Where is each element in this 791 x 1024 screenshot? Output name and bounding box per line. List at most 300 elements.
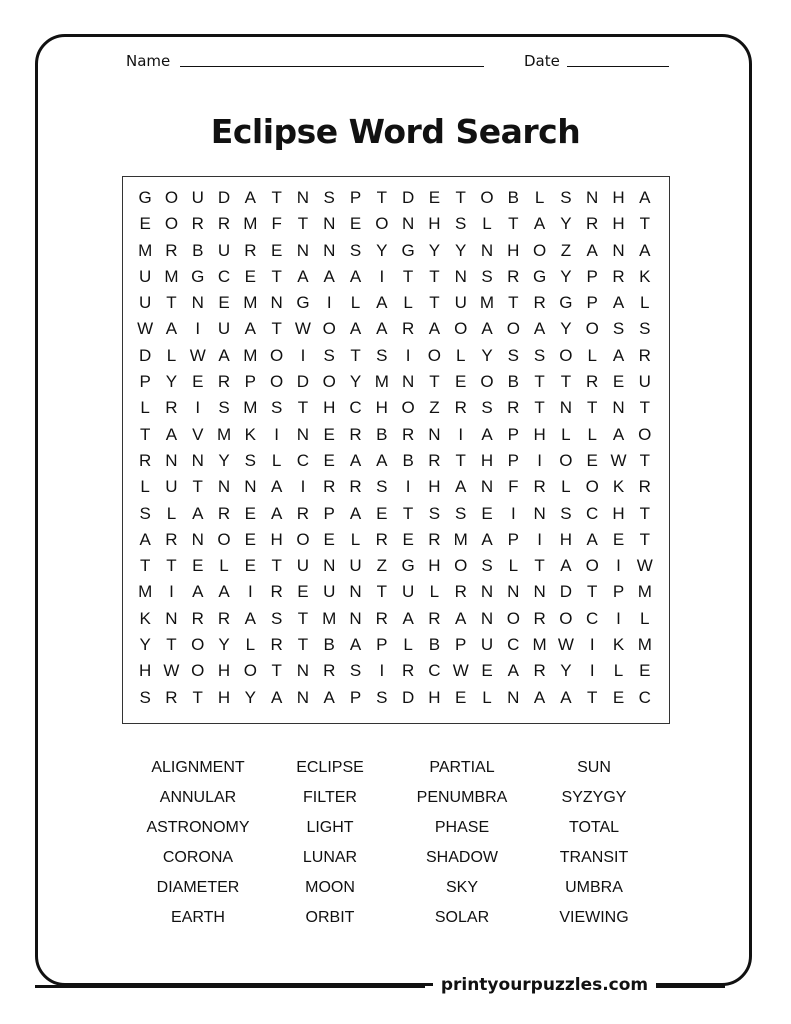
grid-cell[interactable]: N: [296, 240, 310, 260]
grid-cell[interactable]: S: [481, 556, 493, 576]
grid-cell[interactable]: S: [270, 398, 283, 418]
grid-cell[interactable]: E: [586, 450, 598, 470]
grid-cell[interactable]: O: [559, 608, 573, 628]
grid-cell[interactable]: N: [323, 240, 336, 260]
grid-cell[interactable]: P: [244, 372, 256, 392]
grid-cell[interactable]: Y: [481, 345, 493, 365]
grid-cell[interactable]: L: [429, 582, 440, 602]
grid-cell[interactable]: S: [560, 503, 572, 523]
footer-site[interactable]: printyourpuzzles.com: [433, 975, 656, 995]
grid-cell[interactable]: E: [612, 529, 625, 549]
grid-cell[interactable]: U: [139, 266, 152, 286]
grid-cell[interactable]: R: [428, 608, 441, 628]
grid-cell[interactable]: N: [296, 687, 310, 707]
grid-cell[interactable]: I: [405, 477, 411, 497]
grid-cell[interactable]: T: [587, 687, 598, 707]
grid-cell[interactable]: O: [164, 188, 179, 207]
grid-cell[interactable]: A: [402, 608, 414, 628]
grid-cell[interactable]: T: [297, 635, 309, 655]
grid-cell[interactable]: L: [350, 529, 361, 549]
grid-cell[interactable]: P: [612, 582, 625, 602]
grid-cell[interactable]: U: [296, 556, 310, 576]
date-field[interactable]: [567, 66, 669, 67]
grid-cell[interactable]: P: [455, 635, 467, 655]
grid-cell[interactable]: E: [402, 529, 414, 549]
grid-cell[interactable]: N: [296, 188, 310, 207]
grid-cell[interactable]: I: [589, 635, 595, 655]
grid-cell[interactable]: T: [560, 372, 572, 392]
grid-cell[interactable]: E: [612, 372, 625, 392]
grid-cell[interactable]: H: [428, 556, 441, 576]
grid-cell[interactable]: A: [533, 687, 546, 707]
grid-cell[interactable]: A: [218, 582, 230, 602]
grid-cell[interactable]: R: [428, 450, 441, 470]
grid-cell[interactable]: N: [480, 240, 494, 260]
grid-cell[interactable]: I: [300, 345, 306, 365]
grid-cell[interactable]: T: [271, 556, 282, 576]
grid-cell[interactable]: I: [195, 398, 201, 418]
grid-cell[interactable]: A: [349, 503, 362, 523]
grid-cell[interactable]: R: [244, 240, 257, 260]
grid-cell[interactable]: W: [557, 635, 574, 655]
grid-cell[interactable]: E: [455, 372, 467, 392]
grid-cell[interactable]: R: [296, 503, 310, 523]
grid-cell[interactable]: A: [323, 266, 335, 286]
grid-cell[interactable]: A: [612, 345, 625, 365]
grid-cell[interactable]: B: [507, 372, 519, 392]
grid-cell[interactable]: S: [323, 188, 335, 207]
grid-cell[interactable]: R: [586, 372, 599, 392]
grid-cell[interactable]: M: [164, 266, 179, 286]
grid-cell[interactable]: E: [297, 582, 309, 602]
grid-cell[interactable]: C: [217, 266, 231, 286]
grid-cell[interactable]: G: [401, 240, 415, 260]
grid-cell[interactable]: O: [191, 635, 205, 655]
grid-cell[interactable]: H: [217, 661, 231, 681]
grid-cell[interactable]: U: [323, 582, 336, 602]
grid-cell[interactable]: I: [379, 266, 385, 286]
grid-cell[interactable]: C: [638, 687, 651, 707]
grid-cell[interactable]: I: [589, 661, 595, 681]
grid-cell[interactable]: B: [402, 450, 414, 470]
grid-cell[interactable]: O: [270, 372, 284, 392]
grid-cell[interactable]: Y: [560, 661, 572, 681]
grid-cell[interactable]: Y: [376, 240, 388, 260]
grid-cell[interactable]: M: [374, 372, 389, 392]
grid-cell[interactable]: T: [429, 372, 440, 392]
grid-cell[interactable]: T: [350, 345, 361, 365]
grid-cell[interactable]: S: [349, 661, 362, 681]
grid-cell[interactable]: R: [217, 372, 231, 392]
grid-cell[interactable]: R: [612, 266, 625, 286]
grid-cell[interactable]: G: [559, 293, 573, 313]
grid-cell[interactable]: A: [244, 608, 256, 628]
grid-cell[interactable]: U: [454, 293, 467, 313]
grid-cell[interactable]: I: [458, 424, 464, 444]
grid-cell[interactable]: E: [481, 661, 493, 681]
grid-cell[interactable]: A: [612, 424, 625, 444]
grid-cell[interactable]: L: [166, 503, 177, 523]
grid-cell[interactable]: G: [401, 556, 415, 576]
grid-cell[interactable]: E: [244, 266, 256, 286]
grid-cell[interactable]: D: [559, 582, 573, 602]
grid-cell[interactable]: K: [612, 635, 625, 655]
grid-cell[interactable]: T: [271, 319, 282, 339]
grid-cell[interactable]: Z: [560, 240, 572, 260]
grid-cell[interactable]: A: [533, 214, 546, 234]
grid-cell[interactable]: S: [323, 345, 335, 365]
grid-cell[interactable]: T: [376, 188, 388, 207]
grid-cell[interactable]: H: [480, 450, 494, 470]
grid-cell[interactable]: A: [586, 529, 598, 549]
grid-cell[interactable]: T: [639, 214, 650, 234]
grid-cell[interactable]: Y: [165, 372, 178, 392]
grid-cell[interactable]: U: [401, 582, 415, 602]
grid-cell[interactable]: Y: [560, 214, 572, 234]
grid-cell[interactable]: T: [166, 293, 177, 313]
grid-cell[interactable]: A: [244, 188, 256, 207]
grid-cell[interactable]: C: [586, 608, 599, 628]
grid-cell[interactable]: S: [376, 477, 388, 497]
grid-cell[interactable]: K: [244, 424, 256, 444]
grid-cell[interactable]: P: [349, 687, 362, 707]
grid-cell[interactable]: R: [270, 582, 283, 602]
grid-cell[interactable]: L: [561, 477, 571, 497]
grid-cell[interactable]: A: [376, 293, 388, 313]
grid-cell[interactable]: R: [165, 529, 178, 549]
grid-cell[interactable]: R: [533, 293, 546, 313]
grid-cell[interactable]: O: [638, 424, 652, 444]
grid-cell[interactable]: N: [428, 424, 441, 444]
grid-cell[interactable]: R: [139, 450, 152, 470]
grid-cell[interactable]: A: [244, 319, 256, 339]
grid-cell[interactable]: C: [349, 398, 362, 418]
grid-cell[interactable]: E: [192, 372, 204, 392]
grid-cell[interactable]: S: [428, 503, 441, 523]
grid-cell[interactable]: N: [296, 661, 310, 681]
grid-cell[interactable]: G: [296, 293, 310, 313]
grid-cell[interactable]: O: [322, 372, 336, 392]
grid-cell[interactable]: S: [481, 266, 493, 286]
grid-cell[interactable]: L: [508, 556, 519, 576]
grid-cell[interactable]: L: [613, 661, 624, 681]
grid-cell[interactable]: S: [533, 345, 546, 365]
grid-cell[interactable]: P: [507, 424, 519, 444]
grid-cell[interactable]: E: [612, 687, 625, 707]
grid-cell[interactable]: W: [137, 319, 154, 339]
grid-cell[interactable]: L: [587, 345, 597, 365]
grid-cell[interactable]: E: [349, 214, 362, 234]
grid-cell[interactable]: R: [533, 661, 546, 681]
grid-cell[interactable]: R: [401, 661, 415, 681]
grid-cell[interactable]: A: [560, 687, 572, 707]
grid-cell[interactable]: R: [533, 477, 546, 497]
grid-cell[interactable]: C: [428, 661, 441, 681]
grid-cell[interactable]: N: [533, 503, 546, 523]
grid-cell[interactable]: C: [296, 450, 310, 470]
grid-cell[interactable]: R: [375, 529, 388, 549]
grid-cell[interactable]: M: [243, 293, 258, 313]
grid-cell[interactable]: A: [349, 635, 362, 655]
grid-cell[interactable]: K: [639, 266, 651, 286]
grid-cell[interactable]: L: [245, 635, 256, 655]
grid-cell[interactable]: K: [612, 477, 625, 497]
grid-cell[interactable]: N: [191, 293, 204, 313]
grid-cell[interactable]: A: [139, 529, 151, 549]
grid-cell[interactable]: Y: [218, 450, 230, 470]
grid-cell[interactable]: P: [507, 450, 519, 470]
grid-cell[interactable]: R: [454, 582, 467, 602]
grid-cell[interactable]: A: [481, 319, 493, 339]
grid-cell[interactable]: F: [271, 214, 282, 234]
grid-cell[interactable]: S: [560, 188, 572, 207]
grid-cell[interactable]: I: [537, 529, 542, 549]
grid-cell[interactable]: T: [508, 214, 519, 234]
name-field[interactable]: [180, 66, 484, 67]
grid-cell[interactable]: O: [585, 477, 599, 497]
grid-cell[interactable]: D: [401, 687, 415, 707]
grid-cell[interactable]: U: [638, 372, 651, 392]
grid-cell[interactable]: O: [480, 372, 494, 392]
grid-cell[interactable]: O: [480, 188, 494, 207]
grid-cell[interactable]: T: [271, 661, 282, 681]
grid-cell[interactable]: K: [139, 608, 151, 628]
grid-cell[interactable]: O: [322, 319, 336, 339]
grid-cell[interactable]: Z: [429, 398, 440, 418]
grid-cell[interactable]: Y: [428, 240, 441, 260]
grid-cell[interactable]: S: [455, 214, 467, 234]
grid-cell[interactable]: E: [139, 214, 151, 234]
grid-cell[interactable]: G: [532, 266, 547, 286]
grid-cell[interactable]: A: [481, 424, 493, 444]
grid-cell[interactable]: N: [507, 687, 520, 707]
grid-cell[interactable]: A: [455, 477, 467, 497]
grid-cell[interactable]: P: [349, 188, 362, 207]
grid-cell[interactable]: T: [192, 687, 203, 707]
grid-cell[interactable]: N: [533, 582, 546, 602]
grid-cell[interactable]: A: [428, 319, 441, 339]
grid-cell[interactable]: E: [323, 450, 335, 470]
grid-cell[interactable]: H: [217, 687, 231, 707]
grid-cell[interactable]: E: [639, 661, 651, 681]
grid-cell[interactable]: L: [455, 345, 466, 365]
grid-cell[interactable]: B: [192, 240, 204, 260]
grid-cell[interactable]: L: [640, 293, 650, 313]
grid-cell[interactable]: A: [533, 319, 546, 339]
grid-cell[interactable]: H: [612, 188, 625, 207]
grid-cell[interactable]: N: [270, 293, 283, 313]
grid-cell[interactable]: A: [270, 503, 283, 523]
grid-cell[interactable]: E: [455, 687, 467, 707]
grid-cell[interactable]: T: [639, 450, 650, 470]
grid-cell[interactable]: A: [376, 319, 388, 339]
grid-cell[interactable]: L: [640, 608, 650, 628]
grid-cell[interactable]: L: [482, 687, 492, 707]
grid-cell[interactable]: N: [586, 188, 599, 207]
grid-cell[interactable]: A: [612, 293, 625, 313]
grid-cell[interactable]: N: [165, 608, 178, 628]
grid-cell[interactable]: I: [247, 582, 253, 602]
grid-cell[interactable]: O: [585, 556, 599, 576]
grid-cell[interactable]: S: [481, 398, 493, 418]
grid-cell[interactable]: N: [612, 398, 625, 418]
grid-cell[interactable]: N: [480, 582, 494, 602]
grid-cell[interactable]: O: [427, 345, 442, 365]
grid-cell[interactable]: W: [189, 345, 206, 365]
grid-cell[interactable]: A: [192, 582, 204, 602]
grid-cell[interactable]: T: [402, 266, 414, 286]
grid-cell[interactable]: Y: [560, 266, 572, 286]
grid-cell[interactable]: H: [270, 529, 283, 549]
grid-cell[interactable]: O: [217, 529, 231, 549]
grid-cell[interactable]: Y: [560, 319, 572, 339]
grid-cell[interactable]: N: [296, 424, 310, 444]
grid-cell[interactable]: Y: [455, 240, 467, 260]
grid-cell[interactable]: S: [507, 345, 519, 365]
grid-cell[interactable]: R: [270, 635, 283, 655]
grid-cell[interactable]: S: [639, 319, 651, 339]
grid-cell[interactable]: A: [165, 319, 178, 339]
grid-cell[interactable]: R: [217, 608, 231, 628]
grid-cell[interactable]: H: [533, 424, 546, 444]
grid-cell[interactable]: I: [616, 556, 621, 576]
grid-cell[interactable]: R: [401, 424, 415, 444]
grid-cell[interactable]: T: [297, 398, 309, 418]
grid-cell[interactable]: B: [428, 635, 441, 655]
grid-cell[interactable]: N: [217, 477, 231, 497]
grid-cell[interactable]: S: [376, 345, 388, 365]
grid-cell[interactable]: A: [560, 556, 572, 576]
grid-cell[interactable]: N: [559, 398, 573, 418]
grid-cell[interactable]: E: [270, 240, 283, 260]
grid-cell[interactable]: E: [323, 424, 335, 444]
grid-cell[interactable]: E: [244, 556, 256, 576]
grid-cell[interactable]: L: [403, 635, 413, 655]
grid-cell[interactable]: N: [480, 477, 494, 497]
grid-cell[interactable]: H: [375, 398, 388, 418]
grid-cell[interactable]: R: [323, 661, 336, 681]
grid-cell[interactable]: N: [612, 240, 625, 260]
grid-cell[interactable]: W: [163, 661, 180, 681]
grid-cell[interactable]: N: [349, 582, 362, 602]
grid-cell[interactable]: R: [533, 608, 546, 628]
grid-cell[interactable]: Y: [218, 635, 230, 655]
grid-cell[interactable]: Y: [139, 635, 151, 655]
grid-cell[interactable]: A: [639, 240, 651, 260]
grid-cell[interactable]: L: [140, 477, 150, 497]
grid-cell[interactable]: C: [586, 503, 599, 523]
grid-cell[interactable]: G: [191, 266, 205, 286]
grid-cell[interactable]: H: [428, 477, 441, 497]
grid-cell[interactable]: Y: [349, 372, 362, 392]
grid-cell[interactable]: T: [297, 214, 309, 234]
grid-cell[interactable]: D: [217, 188, 231, 207]
grid-cell[interactable]: O: [559, 450, 573, 470]
grid-cell[interactable]: H: [139, 661, 152, 681]
grid-cell[interactable]: N: [480, 608, 494, 628]
grid-cell[interactable]: M: [138, 582, 153, 602]
grid-cell[interactable]: T: [639, 398, 650, 418]
grid-cell[interactable]: A: [349, 319, 362, 339]
grid-cell[interactable]: A: [376, 450, 388, 470]
grid-cell[interactable]: U: [349, 556, 362, 576]
grid-cell[interactable]: H: [612, 214, 625, 234]
grid-cell[interactable]: A: [586, 240, 598, 260]
grid-cell[interactable]: P: [323, 503, 335, 523]
grid-cell[interactable]: R: [191, 214, 204, 234]
grid-cell[interactable]: A: [507, 661, 519, 681]
grid-cell[interactable]: N: [349, 608, 362, 628]
grid-cell[interactable]: S: [455, 503, 467, 523]
grid-cell[interactable]: M: [322, 608, 337, 628]
grid-cell[interactable]: R: [323, 477, 336, 497]
grid-cell[interactable]: L: [350, 293, 361, 313]
grid-cell[interactable]: I: [616, 608, 621, 628]
grid-cell[interactable]: E: [218, 293, 230, 313]
grid-cell[interactable]: R: [217, 214, 231, 234]
grid-cell[interactable]: T: [508, 293, 519, 313]
grid-cell[interactable]: O: [401, 398, 415, 418]
grid-cell[interactable]: T: [297, 608, 309, 628]
grid-cell[interactable]: N: [244, 477, 257, 497]
grid-cell[interactable]: I: [326, 293, 332, 313]
grid-cell[interactable]: O: [585, 319, 599, 339]
grid-cell[interactable]: R: [507, 266, 520, 286]
grid-cell[interactable]: E: [244, 503, 256, 523]
grid-cell[interactable]: I: [537, 450, 542, 470]
grid-cell[interactable]: U: [191, 188, 204, 207]
grid-cell[interactable]: T: [402, 503, 414, 523]
grid-cell[interactable]: R: [638, 345, 651, 365]
grid-cell[interactable]: A: [349, 266, 362, 286]
grid-cell[interactable]: I: [274, 424, 279, 444]
grid-cell[interactable]: T: [587, 398, 598, 418]
grid-cell[interactable]: A: [192, 503, 204, 523]
grid-cell[interactable]: L: [166, 345, 177, 365]
grid-cell[interactable]: I: [510, 503, 516, 523]
grid-cell[interactable]: O: [532, 240, 547, 260]
grid-cell[interactable]: A: [639, 188, 651, 207]
grid-cell[interactable]: A: [323, 687, 335, 707]
grid-cell[interactable]: T: [139, 556, 151, 576]
grid-cell[interactable]: R: [428, 529, 441, 549]
grid-cell[interactable]: E: [481, 503, 493, 523]
grid-cell[interactable]: E: [192, 556, 204, 576]
grid-cell[interactable]: O: [296, 529, 310, 549]
grid-cell[interactable]: S: [244, 450, 256, 470]
grid-cell[interactable]: U: [139, 293, 152, 313]
grid-cell[interactable]: P: [586, 266, 598, 286]
grid-cell[interactable]: W: [636, 556, 653, 576]
grid-cell[interactable]: A: [270, 687, 283, 707]
grid-cell[interactable]: D: [401, 188, 415, 207]
grid-cell[interactable]: M: [532, 635, 547, 655]
grid-cell[interactable]: L: [403, 293, 413, 313]
grid-cell[interactable]: R: [165, 240, 178, 260]
grid-cell[interactable]: P: [139, 372, 151, 392]
grid-cell[interactable]: N: [454, 266, 467, 286]
grid-cell[interactable]: T: [534, 372, 545, 392]
grid-cell[interactable]: F: [508, 477, 519, 497]
grid-cell[interactable]: I: [300, 477, 306, 497]
grid-cell[interactable]: S: [139, 687, 151, 707]
grid-cell[interactable]: R: [349, 477, 362, 497]
grid-cell[interactable]: M: [216, 424, 232, 444]
grid-cell[interactable]: T: [639, 503, 650, 523]
grid-cell[interactable]: L: [140, 398, 150, 418]
grid-cell[interactable]: T: [166, 635, 177, 655]
grid-cell[interactable]: M: [138, 240, 153, 260]
